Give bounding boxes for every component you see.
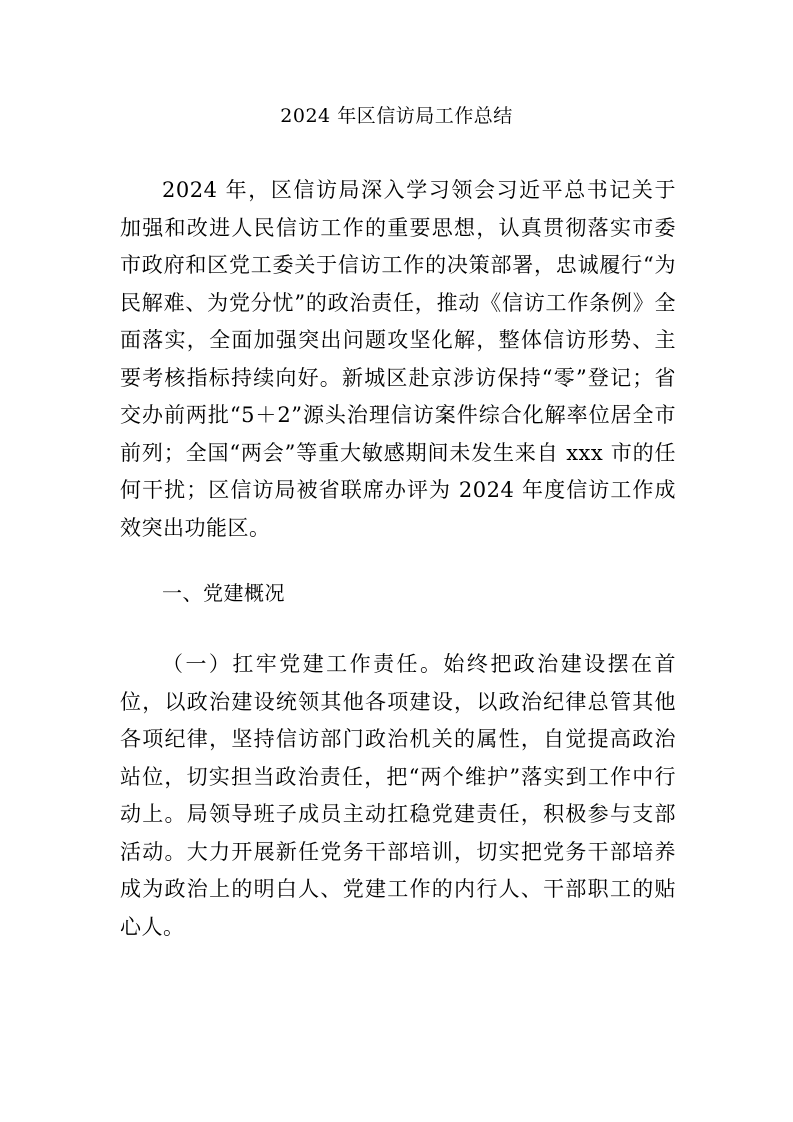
document-title: 2024 年区信访局工作总结 <box>280 105 513 127</box>
intro-paragraph: 2024 年，区信访局深入学习领会习近平总书记关于加强和改进人民信访工作的重要思想，认真贯彻落实市委市政府和区党工委关于信访工作的决策部署，忠诚履行“为民解难、为党分忧”的政治责任，推动《信访工作条例》全面落实，全面加强突出问题攻坚化解，整体信访形势、主要考核指标持续向好。新城区赴京涉访保持“零”登记；省交办前两批“5＋2”源头治理信访案件综合化解率位居全市前列；全国“两会”等重大敏感期间未发生来自 xxx 市的任何干扰；区信访局被省联席办评为 2024 年度信访工作成效突出功能区。 <box>120 178 676 540</box>
section-heading: 一、党建概况 <box>162 581 285 605</box>
section-paragraph: （一）扛牢党建工作责任。始终把政治建设摆在首位，以政治建设统领其他各项建设，以政治纪律总管其他各项纪律，坚持信访部门政治机关的属性，自觉提高政治站位，切实担当政治责任，把“两个维护”落实到工作中行动上。局领导班子成员主动扛稳党建责任，积极参与支部活动。大力开展新任党务干部培训，切实把党务干部培养成为政治上的明白人、党建工作的内行人、干部职工的贴心人。 <box>120 652 676 939</box>
